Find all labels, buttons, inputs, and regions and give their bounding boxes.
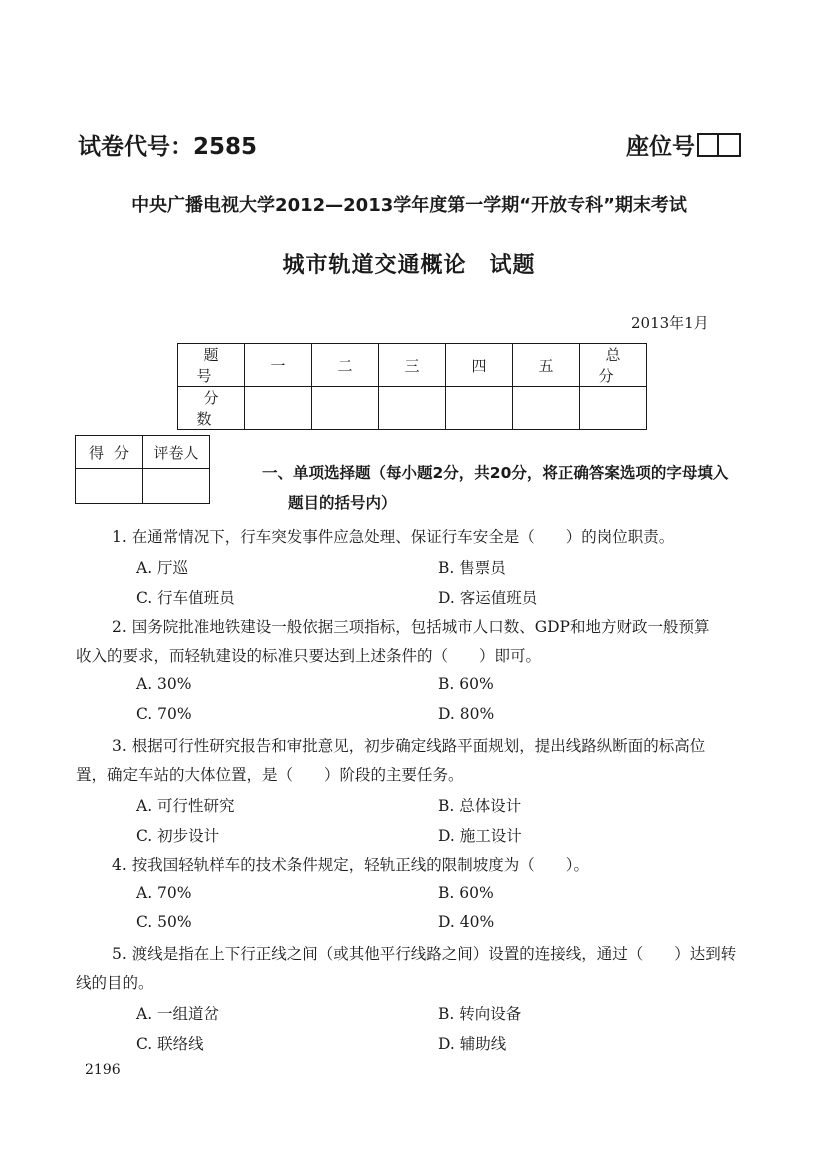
- score-blank: [513, 387, 580, 430]
- exam-title: 城市轨道交通概论 试题: [282, 253, 536, 278]
- exam-subtitle: 中央广播电视大学2012—2013学年度第一学期“开放专科”期末考试: [131, 195, 687, 216]
- page-number: 2196: [85, 1062, 121, 1078]
- section-heading: 一、单项选择题（每小题2分，共20分，将正确答案选项的字母填入: [262, 464, 729, 482]
- q1-option-a: A. 厅巡: [136, 559, 189, 577]
- score-table-header-row: [178, 344, 647, 387]
- q1-option-d: D. 客运值班员: [438, 589, 538, 607]
- question-3-stem: 3. 根据可行性研究报告和审批意见，初步确定线路平面规划，提出线路纵断面的标高位: [112, 737, 706, 755]
- q3-option-b: B. 总体设计: [438, 797, 522, 815]
- question-5-stem: 5. 渡线是指在上下行正线之间（或其他平行线路之间）设置的连接线，通过（ ）达到转: [112, 945, 737, 963]
- q4-option-b: B. 60%: [438, 884, 494, 902]
- score-cell-total: 总分: [580, 344, 647, 387]
- score-blank: [379, 387, 446, 430]
- grader-blank: [76, 469, 143, 504]
- q4-option-c: C. 50%: [136, 913, 192, 931]
- grader-header-row: [76, 436, 210, 469]
- score-blank: [312, 387, 379, 430]
- q5-option-d: D. 辅助线: [438, 1035, 507, 1053]
- seat-box: [697, 133, 719, 157]
- q2-option-a: A. 30%: [136, 675, 192, 693]
- score-cell: 二: [312, 344, 379, 387]
- grader-reviewer-label: 评卷人: [143, 436, 210, 469]
- score-cell: 四: [446, 344, 513, 387]
- question-5-stem-cont: 线的目的。: [76, 974, 154, 992]
- q3-option-a: A. 可行性研究: [136, 797, 235, 815]
- grader-blank: [143, 469, 210, 504]
- section-heading-cont: 题目的括号内）: [288, 494, 397, 512]
- q5-option-a: A. 一组道岔: [136, 1005, 220, 1023]
- question-2-stem-cont: 收入的要求，而轻轨建设的标准只要达到上述条件的（ ）即可。: [76, 647, 542, 665]
- q1-option-b: B. 售票员: [438, 559, 506, 577]
- question-3-stem-cont: 置，确定车站的大体位置，是（ ）阶段的主要任务。: [76, 766, 464, 784]
- q2-option-b: B. 60%: [438, 675, 494, 693]
- exam-code: 试卷代号：2585: [78, 134, 258, 160]
- seat-label: 座位号: [626, 134, 695, 160]
- q3-option-c: C. 初步设计: [136, 827, 220, 845]
- q4-option-d: D. 40%: [438, 913, 495, 931]
- grader-blank-row: [76, 469, 210, 504]
- score-blank: [245, 387, 312, 430]
- score-cell: 一: [245, 344, 312, 387]
- q2-option-d: D. 80%: [438, 705, 495, 723]
- grader-score-label: 得分: [76, 436, 143, 469]
- seat-boxes: [697, 133, 741, 157]
- q3-option-d: D. 施工设计: [438, 827, 522, 845]
- question-4-stem: 4. 按我国轻轨样车的技术条件规定，轻轨正线的限制坡度为（ ）。: [112, 856, 589, 874]
- score-blank: [446, 387, 513, 430]
- q5-option-c: C. 联络线: [136, 1035, 204, 1053]
- seat-box: [719, 133, 741, 157]
- q4-option-a: A. 70%: [136, 884, 192, 902]
- score-cell-label: 题号: [178, 344, 245, 387]
- score-cell: 五: [513, 344, 580, 387]
- q1-option-c: C. 行车值班员: [136, 589, 235, 607]
- exam-date: 2013年1月: [631, 314, 709, 332]
- question-1-stem: 1. 在通常情况下，行车突发事件应急处理、保证行车安全是（ ）的岗位职责。: [112, 528, 675, 546]
- score-blank: [580, 387, 647, 430]
- q5-option-b: B. 转向设备: [438, 1005, 522, 1023]
- score-cell: 三: [379, 344, 446, 387]
- score-table: [177, 343, 647, 430]
- q2-option-c: C. 70%: [136, 705, 192, 723]
- seat-number: [626, 128, 741, 161]
- grader-table: [75, 435, 210, 504]
- question-2-stem: 2. 国务院批准地铁建设一般依据三项指标，包括城市人口数、GDP和地方财政一般预算: [112, 618, 710, 636]
- score-table-score-row: [178, 387, 647, 430]
- score-row-label: 分数: [178, 387, 245, 430]
